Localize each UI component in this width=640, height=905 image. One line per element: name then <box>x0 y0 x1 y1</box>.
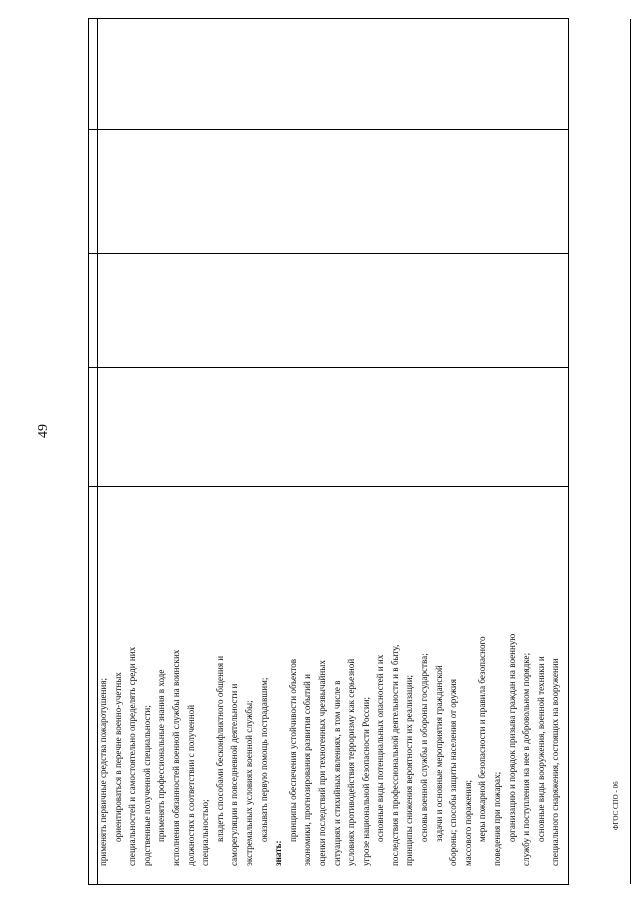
text-line: знать: <box>273 840 284 866</box>
text-line: оценки последствий при техногенных чрезвычайных <box>316 660 327 866</box>
text-line: принципы снижения вероятности их реализации; <box>404 674 415 866</box>
text-line: службу и поступления на нее в добровольном порядке; <box>521 652 532 866</box>
text-line: применять профессиональные знания в ходе <box>156 669 167 842</box>
text-line: принципы обеспечения устойчивости объектов <box>287 658 298 842</box>
text-line: основы военной службы и обороны государства; <box>419 653 430 842</box>
document-code: ФГОС СПО - 06 <box>612 781 620 830</box>
text-line: саморегуляции в повседневной деятельности и <box>229 683 240 866</box>
competency-text-cell <box>96 486 570 866</box>
text-line: основные виды вооружения, военной техники и <box>535 656 546 842</box>
text-line: родственные полученной специальности; <box>141 705 152 866</box>
table-row-divider <box>89 253 568 254</box>
table-column-divider <box>630 19 631 884</box>
text-line: меры пожарной безопасности и правила безопасного <box>477 636 488 842</box>
text-line: условиях противодействия терроризму как серьезной <box>346 658 357 866</box>
table-row-divider <box>89 129 568 130</box>
text-line: угрозе национальной безопасности России; <box>360 696 371 866</box>
text-line: организацию и порядок призыва граждан на военную <box>506 633 517 842</box>
text-line: ориентироваться в перечне военно-учетных <box>112 672 123 842</box>
text-line: исполнения обязанностей военной службы на воинских <box>170 649 181 866</box>
page-number: 49 <box>36 424 51 438</box>
text-line: задачи и основные мероприятия гражданской <box>433 665 444 842</box>
text-line: специальностью; <box>200 799 211 866</box>
text-line: экстремальных условиях военной службы; <box>243 700 254 866</box>
text-line: владеть способами бесконфликтного общения и <box>214 655 225 842</box>
text-line: последствия в профессиональной деятельности и в быту, <box>389 644 400 866</box>
text-line: обороны; способы защиты населения от оружия <box>448 679 459 866</box>
text-line: специального снаряжения, состоящих на вооружении <box>550 658 561 866</box>
table-row-divider <box>89 367 568 368</box>
text-line: ситуациях и стихийных явлениях, в том числе в <box>331 680 342 866</box>
text-line: экономики, прогнозирования развития событий и <box>302 674 313 866</box>
text-line: массового поражения; <box>462 779 473 866</box>
text-line: специальностей и самостоятельно определять среди них <box>127 646 138 866</box>
text-line: должностях в соответствии с полученной <box>185 704 196 866</box>
text-line: оказывать первую помощь пострадавшим; <box>258 677 269 842</box>
text-line: применять первичные средства пожаротушения; <box>98 678 108 866</box>
text-line: основные виды потенциальных опасностей и их <box>375 654 386 842</box>
text-line: поведения при пожарах; <box>492 771 503 866</box>
